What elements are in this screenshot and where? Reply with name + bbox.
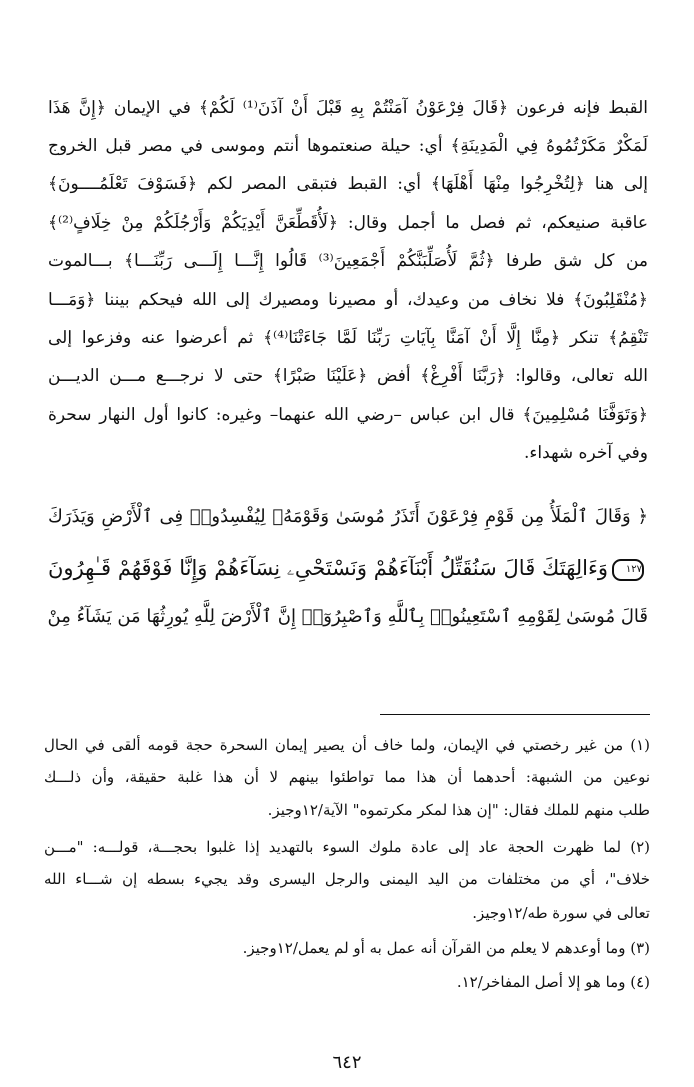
ayah-number-icon: ١٢٧ (612, 559, 644, 581)
text-line: تَنْقِمُ﴾ تنكر ﴿مِنَّا إِلَّا أَنْ آمَنَّا بِآيَاتِ رَبِّنَا لَمَّا جَاءَتْنَا⁽⁴⁾﴾ ثم أعرضوا عنه وفزعوا إلى (48, 328, 648, 348)
footnote-line: (١) من غير رخصتي في الإيمان، ولما خاف أن يصير إيمان السحرة حجة قومه ألقى في الحال (44, 736, 650, 754)
text-line: الله تعالى، وقالوا: ﴿رَبَّنَا أَفْرِغْ﴾ أفض ﴿عَلَيْنَا صَبْرًا﴾ حتى لا نرجـــع مـــن الديـــن (48, 366, 648, 386)
verse-line: قَالَ مُوسَىٰ لِقَوْمِهِ ٱسْتَعِينُوا۟ بِٱللَّهِ وَٱصْبِرُوٓا۟ إِنَّ ٱلْأَرْضَ لِلَّهِ يُورِثُهَا مَن يَشَآءُ مِنْ (47, 606, 648, 627)
text-line: إلى هنا ﴿لِتُخْرِجُوا مِنْهَا أَهْلَهَا﴾ أي: القبط فتبقى المصر لكم ﴿فَسَوْفَ تَعْلَمُــــونَ﴾ (48, 174, 648, 194)
footnote-line: (٢) لما ظهرت الحجة عاد إلى عادة ملوك السوء بالتهديد إذا غلبوا بحجـــة، قولـــه: "مـــن (44, 838, 650, 856)
verse-line-text: وَءَالِهَتَكَ قَالَ سَنُقَتِّلُ أَبْنَآءَهُمْ وَنَسْتَحْىِۦ نِسَآءَهُمْ وَإِنَّا فَوْقَهُمْ قَـٰهِرُونَ (48, 556, 608, 580)
footnote-line: (٣) وما أوعدهم لا يعلم من القرآن أنه عمل به أو لم يعمل/١٢وجيز. (242, 939, 650, 957)
verse-line (48, 553, 648, 583)
verse-line: ﴿ وَقَالَ ٱلْمَلَأُ مِن قَوْمِ فِرْعَوْنَ أَتَذَرُ مُوسَىٰ وَقَوْمَهُۥ لِيُفْسِدُوا۟ فِى ٱلْأَرْضِ وَيَذَرَكَ (48, 506, 648, 527)
footnote-line: (٤) وما هو إلا أصل المفاخر/١٢. (456, 973, 650, 991)
page-number: ٦٤٢ (332, 1052, 362, 1073)
text-line: ﴿مُنْقَلِبُونَ﴾ فلا نخاف من وعيدك، أو مصيرنا ومصيرك إلى الله فيحكم بيننا ﴿وَمَـــا (48, 290, 648, 310)
footnote-line: نوعين من الشبهة: أحدهما أن هذا مما تواطئوا بينهم لا أن هذا غلبة حقيقة، وأن ذلـــك (44, 768, 650, 786)
text-line: وفي آخره شهداء. (524, 443, 648, 463)
footnote-line: خلاف"، أي من مختلفات من اليد اليمنى والرجل اليسرى وقد يجيء بسطه إن شـــاء الله (44, 870, 650, 888)
text-line: لَمَكْرٌ مَكَرْتُمُوهُ فِي الْمَدِينَةِ﴾ أي: حيلة صنعتموها أنتم وموسى في مصر قبل الخروج (48, 136, 648, 156)
text-line: القبط فإنه فرعون ﴿قَالَ فِرْعَوْنُ آمَنْتُمْ بِهِ قَبْلَ أَنْ آذَنَ⁽¹⁾ لَكُمْ﴾ في الإيمان ﴿إِنَّ هَذَا (48, 98, 648, 118)
text-line: من كل شق طرفا ﴿ثُمَّ لَأُصَلِّبَنَّكُمْ أَجْمَعِينَ⁽³⁾ قَالُوا إِنَّـــا إِلَـــى رَبِّنَـــا﴾ بـــالموت (48, 251, 648, 271)
text-line: عاقبة صنيعكم، ثم فصل ما أجمل وقال: ﴿لَأُقَطِّعَنَّ أَيْدِيَكُمْ وَأَرْجُلَكُمْ مِنْ خِلَافٍ⁽²⁾﴾ (48, 213, 648, 233)
text-line: ﴿وَتَوَفَّنَا مُسْلِمِينَ﴾ قال ابن عباس –رضي الله عنهما– وغيره: كانوا أول النهار سحرة (48, 405, 648, 425)
footnote-line: طلب منهم للملك فقال: "إن هذا لمكر مكرتموه" الآية/١٢وجيز. (267, 801, 650, 819)
footnote-divider (380, 714, 650, 715)
footnote-line: تعالى في سورة طه/١٢وجيز. (472, 904, 650, 922)
